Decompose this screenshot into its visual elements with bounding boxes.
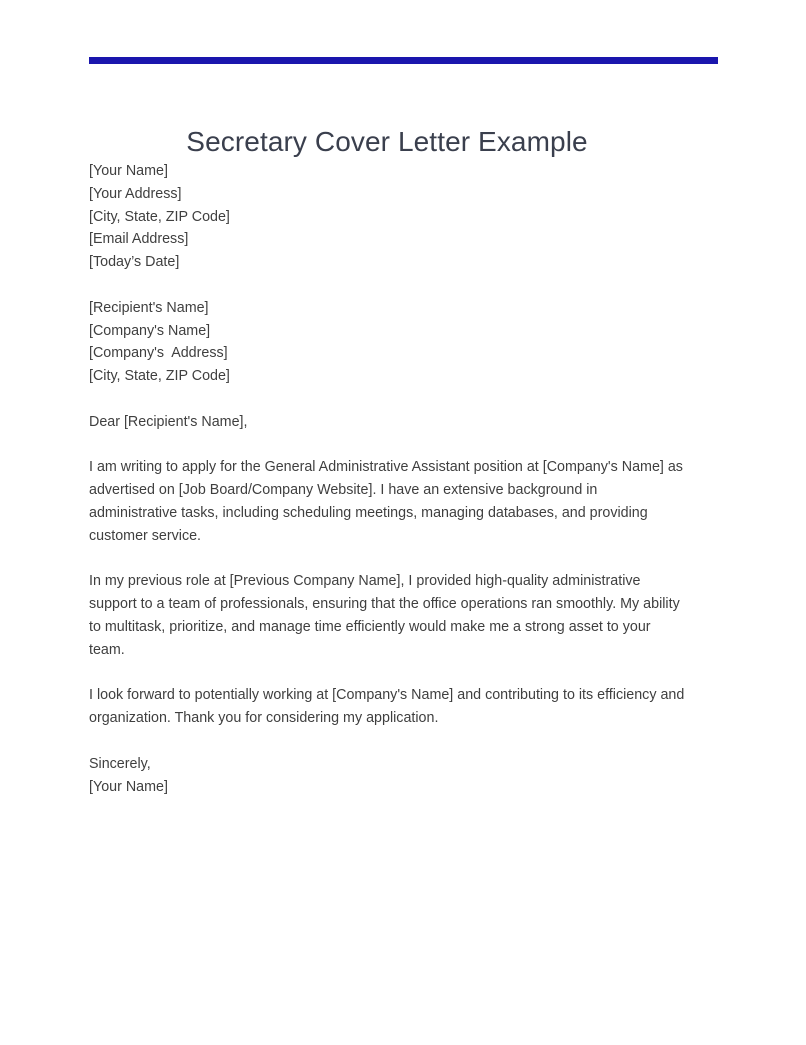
letter-body [89,160,685,798]
body-paragraph-2: In my previous role at [Previous Company Name], I provided high-quality administrative support to a team of professionals, ensuring that the office operations ran smoothly. My ability to multitask, prioritize, and manage time efficiently would make me a strong asset to your team. [89,573,680,658]
sender-date-line: [Today’s Date] [89,254,180,271]
closing-block [89,753,685,799]
recipient-address-block [89,297,685,388]
signature-name-line: [Your Name] [89,778,168,795]
sender-name-line: [Your Name] [89,163,168,179]
page-title: Secretary Cover Letter Example [186,125,588,157]
sender-city-state-zip-line: [City, State, ZIP Code] [89,208,230,225]
body-paragraph-3: I look forward to potentially working at [Company's Name] and contributing to its efficiency and organization. Thank you for considering my application. [89,687,685,727]
recipient-name-line: [Recipient's Name] [89,299,209,316]
recipient-city-state-zip-line: [City, State, ZIP Code] [89,368,230,385]
sender-address-block [89,160,685,274]
sender-address-line: [Your Address] [89,185,182,202]
valediction-line: Sincerely, [89,755,151,772]
recipient-company-address-line: [Company's Address] [89,345,228,362]
header-accent-rule [89,57,718,64]
salutation-block [89,411,685,434]
sender-email-line: [Email Address] [89,231,189,248]
salutation-line: Dear [Recipient's Name], [89,413,248,430]
body-paragraph-1: I am writing to apply for the General Administrative Assistant position at [Company's Name] as advertised on [Job Board/Company Website]. I have an extensive background in administrative tasks, including scheduling meetings, managing databases, and providing customer service. [89,459,683,544]
recipient-company-name-line: [Company's Name] [89,322,211,339]
